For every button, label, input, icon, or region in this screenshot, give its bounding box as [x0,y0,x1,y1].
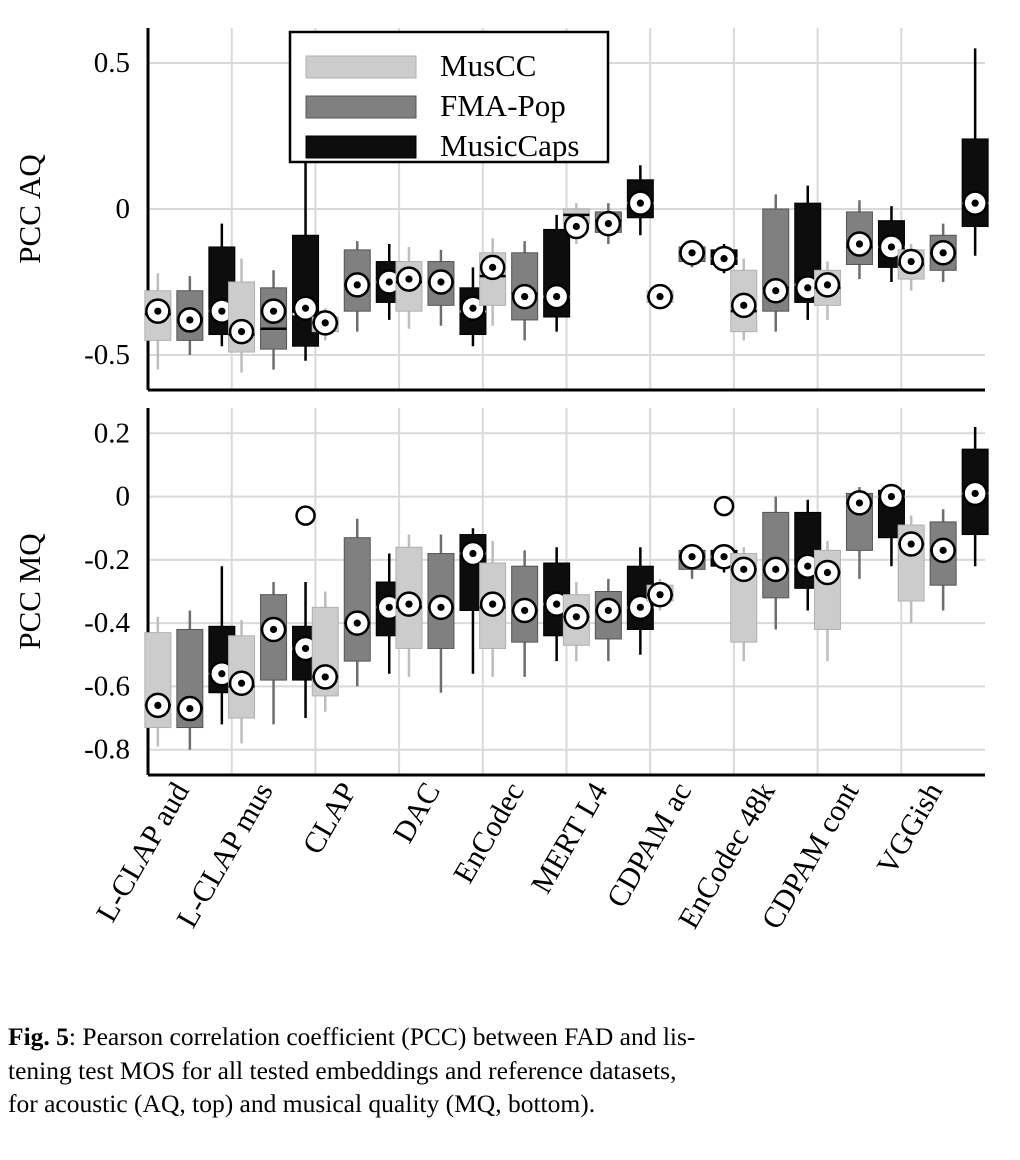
mean-marker-dot [720,553,727,560]
y-tick-label: -0.6 [84,670,130,703]
mean-marker-dot [489,601,496,608]
mean-marker-dot [637,604,644,611]
caption-separator: : [68,1022,83,1051]
y-tick-label: 0 [115,193,130,225]
mean-marker-dot [154,308,161,315]
mean-marker-dot [437,604,444,611]
mean-marker-dot [154,702,161,709]
x-category-label: CDPAM ac [600,777,699,914]
mean-marker-dot [688,553,695,560]
mean-marker-dot [656,591,663,598]
box-body [763,512,789,597]
box-pcc-aq-0-1 [177,276,203,355]
mean-marker-dot [605,607,612,614]
x-category-label: MERT L4 [524,777,615,900]
box-pcc-mq-7-1 [763,497,789,630]
mean-marker-dot [888,493,895,500]
box-pcc-aq-6-0 [647,285,673,308]
mean-marker-dot [218,670,225,677]
mean-marker-dot [908,258,915,265]
mean-marker-dot [270,626,277,633]
caption-label: Fig. 5 [8,1022,69,1051]
mean-marker-dot [354,281,361,288]
legend-label-muscc: MusCC [440,48,537,83]
box-pcc-aq-4-1 [512,241,538,340]
mean-marker-dot [972,490,979,497]
outlier-point [297,507,315,525]
mean-marker-dot [186,705,193,712]
caption-line-2: tening test MOS for all tested embeddings and reference datasets, [8,1055,677,1085]
y-tick-label: -0.2 [84,543,130,576]
box-pcc-aq-2-1 [344,241,370,332]
mean-marker-dot [972,200,979,207]
x-category-label: CLAP [296,777,364,860]
mean-marker-dot [469,550,476,557]
mean-marker-dot [656,293,663,300]
legend-swatch-muscc [306,56,416,78]
box-pcc-aq-9-1 [930,224,956,282]
mean-marker-dot [856,499,863,506]
x-category-label: EnCodec [447,777,531,889]
mean-marker-dot [521,607,528,614]
mean-marker-dot [218,308,225,315]
x-category-label: EnCodec 48k [671,777,782,935]
mean-marker-dot [354,620,361,627]
mean-marker-dot [772,287,779,294]
legend-swatch-musiccaps [306,136,416,158]
mean-marker-dot [740,566,747,573]
mean-marker-dot [605,220,612,227]
mean-marker-dot [720,255,727,262]
box-pcc-mq-8-1 [846,487,872,579]
mean-marker-dot [824,281,831,288]
mean-marker-dot [553,601,560,608]
mean-marker-dot [573,613,580,620]
y-axis-label: PCC AQ [12,154,47,264]
box-pcc-aq-7-0 [731,259,757,341]
outlier-point [715,497,733,515]
mean-marker-dot [637,200,644,207]
box-pcc-aq-8-1 [846,200,872,279]
mean-marker-dot [688,249,695,256]
mean-marker-dot [405,601,412,608]
box-pcc-aq-9-2 [962,48,988,255]
mean-marker-dot [573,223,580,230]
y-tick-label: -0.5 [84,338,130,371]
box-pcc-aq-3-1 [428,250,454,326]
mean-marker-dot [270,308,277,315]
x-category-label: CDPAM cont [755,777,866,935]
mean-marker-dot [856,240,863,247]
y-tick-label: -0.8 [84,733,130,766]
y-tick-label: -0.4 [84,607,130,640]
mean-marker-dot [437,278,444,285]
mean-marker-dot [553,293,560,300]
caption-line-1: Pearson correlation coefficient (PCC) between FAD and lis- [82,1022,696,1051]
mean-marker-dot [521,293,528,300]
mean-marker-dot [386,604,393,611]
mean-marker-dot [302,645,309,652]
mean-marker-dot [824,569,831,576]
mean-marker-dot [804,284,811,291]
x-category-label: L-CLAP mus [170,777,280,934]
box-pcc-mq-9-2 [962,427,988,566]
box-pcc-mq-5-1 [595,579,621,661]
legend-label-musiccaps: MusicCaps [440,128,580,163]
box-body [344,538,370,661]
mean-marker-dot [322,673,329,680]
box-pcc-mq-0-1 [177,610,203,749]
legend-label-fma-pop: FMA-Pop [440,88,566,123]
mean-marker-dot [940,547,947,554]
x-category-label: L-CLAP aud [89,777,196,928]
mean-marker-dot [772,566,779,573]
mean-marker-dot [386,278,393,285]
mean-marker-dot [405,275,412,282]
mean-marker-dot [469,305,476,312]
mean-marker-dot [489,264,496,271]
y-tick-label: 0.5 [93,47,130,80]
box-pcc-mq-4-1 [512,550,538,677]
caption-line-3: for acoustic (AQ, top) and musical quality (MQ, bottom). [8,1089,596,1119]
mean-marker-dot [322,319,329,326]
mean-marker-dot [302,305,309,312]
box-pcc-mq-0-0 [145,617,171,747]
mean-marker-dot [940,249,947,256]
x-category-label: DAC [386,777,448,849]
y-tick-label: 0 [115,480,130,513]
x-category-label: VGGish [870,777,950,881]
box-pcc-mq-3-1 [428,535,454,693]
figure-caption [8,1020,1012,1121]
mean-marker-dot [238,328,245,335]
mean-marker-dot [740,302,747,309]
mean-marker-dot [908,540,915,547]
box-pcc-mq-9-1 [930,509,956,610]
mean-marker-dot [804,563,811,570]
mean-marker-dot [238,680,245,687]
y-tick-label: 0.2 [93,417,130,450]
panel-pcc-mq [12,408,988,775]
box-pcc-mq-2-1 [344,519,370,687]
box-pcc-mq-1-1 [261,582,287,724]
mean-marker-dot [888,243,895,250]
box-pcc-aq-7-1 [763,194,789,331]
box-pcc-mq-2-0 [312,592,338,712]
mean-marker-dot [186,316,193,323]
box-pcc-aq-6-1 [679,241,705,267]
box-pcc-mq-6-1 [679,544,705,579]
legend [290,32,608,163]
legend-swatch-fma-pop [306,96,416,118]
y-axis-label: PCC MQ [12,533,47,650]
